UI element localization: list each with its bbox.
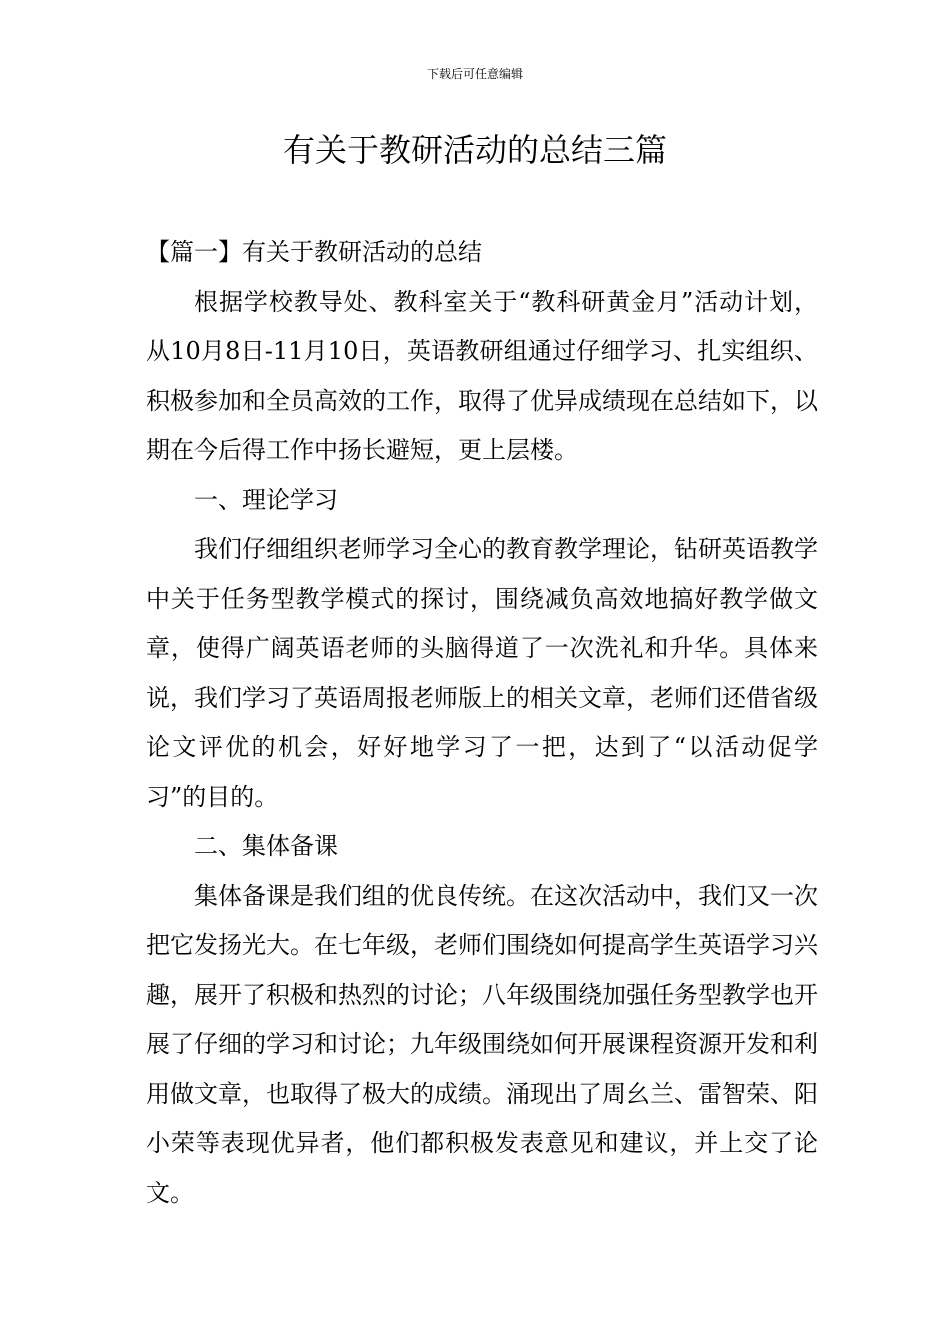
paragraph-theory-study: 我们仔细组织老师学习全心的教育教学理论，钻研英语教学中关于任务型教学模式的探讨，围绕减负高效地搞好教学做文章，使得广阔英语老师的头脑得道了一次洗礼和升华。具体来说，我们学习了英语周报老师版上的相关文章，老师们还借省级论文评优的机会，好好地学习了一把，达到了“以活动促学习”的目的。 <box>146 535 818 811</box>
document-body <box>146 228 818 1218</box>
document-title: 有关于教研活动的总结三篇 <box>282 131 667 169</box>
paragraph-intro: 根据学校教导处、教科室关于“教科研黄金月”活动计划，从10月8日-11月10日，英语教研组通过仔细学习、扎实组织、积极参加和全员高效的工作，取得了优异成绩现在总结如下，以期在今后得工作中扬长避短，更上层楼。 <box>146 287 818 464</box>
section-title: 【篇一】有关于教研活动的总结 <box>146 238 482 266</box>
header-note: 下载后可任意编辑 <box>426 67 523 81</box>
heading-collective-lesson-prep: 二、集体备课 <box>194 832 338 860</box>
paragraph-collective-lesson-prep: 集体备课是我们组的优良传统。在这次活动中，我们又一次把它发扬光大。在七年级，老师们围绕如何提高学生英语学习兴趣，展开了积极和热烈的讨论；八年级围绕加强任务型教学也开展了仔细的学习和讨论；九年级围绕如何开展课程资源开发和利用做文章，也取得了极大的成绩。涌现出了周幺兰、雷智荣、阳小荣等表现优异者，他们都积极发表意见和建议，并上交了论文。 <box>146 881 818 1207</box>
heading-theory-study: 一、理论学习 <box>194 485 338 514</box>
